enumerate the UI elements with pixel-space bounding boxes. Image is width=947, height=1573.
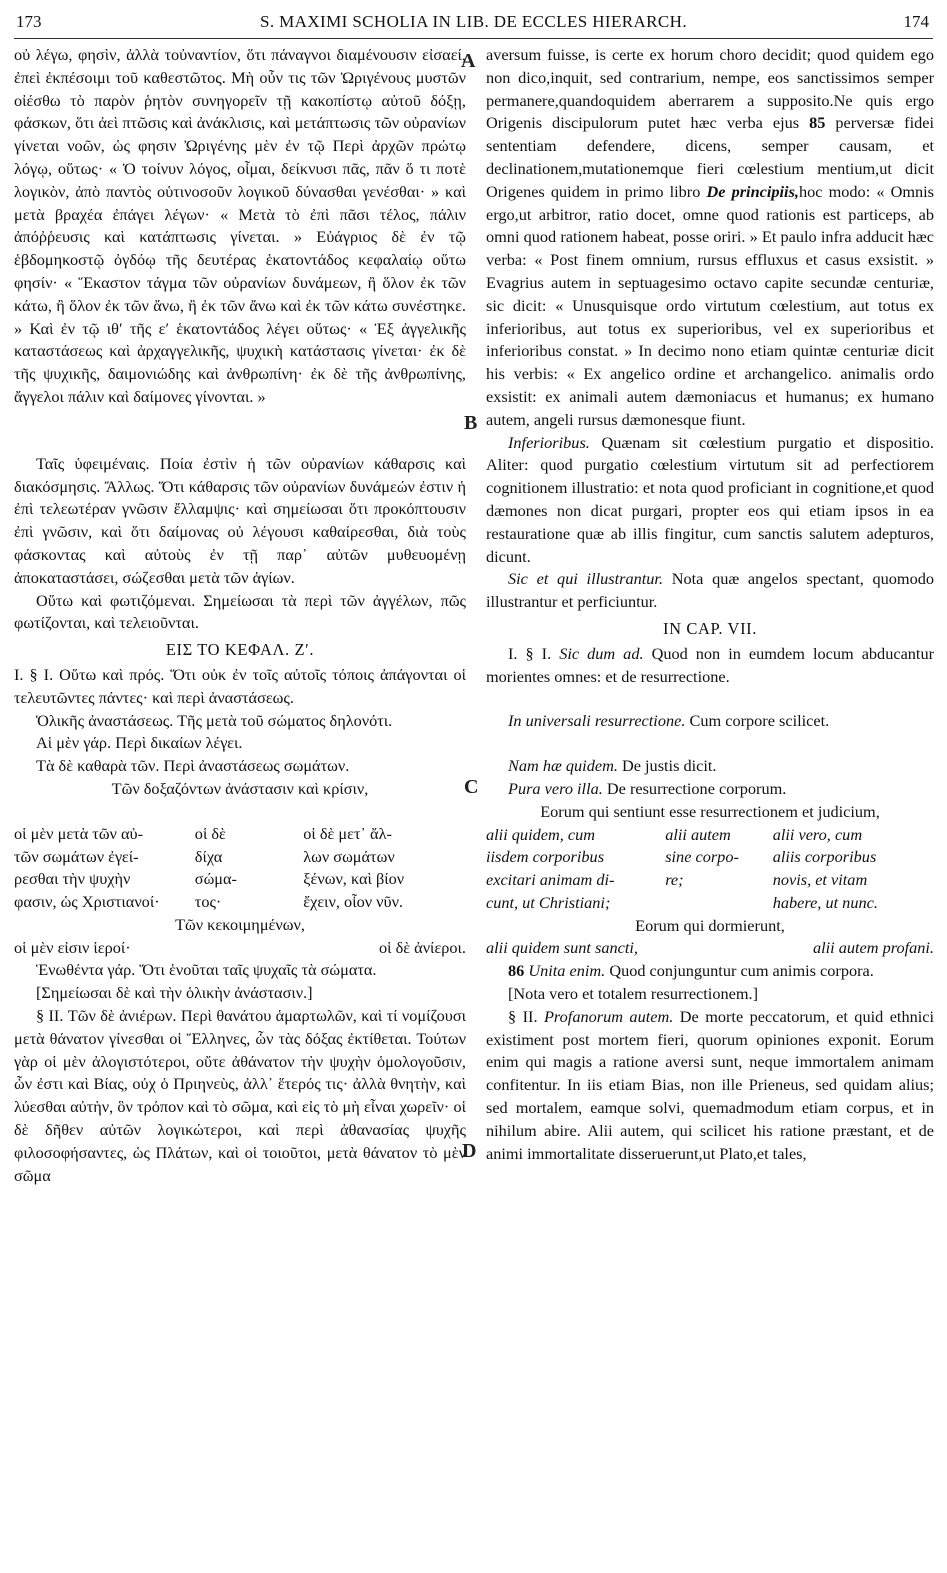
latin-text: De justis dicit. (621, 756, 717, 776)
greek-paragraph: Τὰ δὲ καθαρὰ τῶν. Περὶ ἀναστάσεως σωμάτων. (36, 756, 350, 776)
latin-table-cell: alii vero, cum aliis corporibus novis, et vitam habere, ut nunc. (772, 824, 878, 912)
greek-line-part: οἱ μὲν εἰσιν ἱεροί· (14, 937, 131, 957)
latin-lemma: Pura vero illa. (508, 778, 603, 798)
greek-paragraph: Ταῖς ὑφειμέναις. Ποία ἐστὶν ἡ τῶν οὐρανίων κάθαρσις καὶ διακόσμησις. Ἄλλως. Ὅτι κάθαρσις τῶν οὐρανίων δυνάμεών ἐστιν ἡ ἐπὶ τελεωτέραν γνῶσιν ἔλλαμψις· καὶ σημείωσαι ὅτι προκόπτουσιν ἐπὶ γνῶσιν, καὶ ὅτι δαίμονας οὐ λέγουσι καθαίρεσθαι, διὰ τοὺς φάσκοντας καὶ αὐτοὺς ἐν τῇ παρ᾽ αὐτῶν μυθευομένῃ ἀποκαταστάσει, σώζεσθαι μετὰ τῶν ἁγίων. (14, 453, 466, 587)
page-number-right: 174 (903, 12, 929, 31)
spacer (14, 409, 466, 453)
greek-paragraph: Ἑνωθέντα γάρ. Ὅτι ἑνοῦται ταῖς ψυχαῖς τὰ σώματα. (36, 960, 377, 980)
latin-italic-title: De principiis, (706, 181, 799, 201)
greek-centered-line: Τῶν κεκοιμημένων, (175, 914, 305, 934)
greek-paragraph: Οὕτω καὶ φωτιζόμεναι. Σημείωσαι τὰ περὶ τῶν ἀγγέλων, πῶς φωτίζονται, καὶ τελειοῦνται. (14, 590, 466, 633)
greek-line-part: οἱ δὲ ἀνίεροι. (379, 937, 466, 957)
latin-paragraph (486, 778, 934, 801)
latin-lemma: Unita enim. (528, 961, 606, 981)
greek-table-cell: οἱ μὲν μετὰ τῶν αὐ- τῶν σωμάτων ἐγεί- ρεσθαι τὴν ψυχὴν φασιν, ὡς Χριστιανοί· (14, 823, 160, 912)
latin-lemma: Nam hæ quidem. (508, 756, 618, 776)
greek-paragraph: Αἱ μὲν γάρ. Περὶ δικαίων λέγει. (36, 733, 243, 753)
greek-paragraph: § II. Τῶν δὲ ἀνιέρων. Περὶ θανάτου ἁμαρτωλῶν, καὶ τί νομίζουσι μετὰ θάνατον γίνεσθαι οἱ Ἕλληνες, ὧν τὰς δόξας ἐκτίθεται. Τούτων γὰρ οἱ μὲν ἀλογιστότεροι, οὔτε ἀθάνατον τὴν ψυχὴν ὁμολογοῦσιν, ὧν ἐστι καὶ Βίας, οὐχ ὁ Πριηνεὺς, ἀλλ᾽ ἕτερός τις· ἀλλὰ θνητὴν, καὶ λύεσθαι αὐτὴν, ὃν τρόπον καὶ τὸ σῶμα, καὶ εἰς τὸ μὴ εἶναι χωρεῖν· οἱ δὲ δῆθεν αὐτῶν λογικώτεροι, καὶ περὶ ἀθανασίας ψυχῆς φιλοσοφήσαντες, ὡς Πλάτων, καὶ οἱ τοιοῦτοι, μετὰ θάνατον τὸ μὲν σῶμα (14, 1006, 466, 1185)
margin-letter-b: B (464, 412, 478, 434)
latin-text: De resurrectione corporum. (606, 778, 787, 798)
header-rule (14, 38, 933, 39)
running-header (14, 10, 933, 34)
spacer (486, 688, 934, 710)
latin-section-mark: § II. (508, 1006, 538, 1026)
latin-text: Nota quæ angelos spectant, quomodo illustrantur et perficiuntur. (486, 569, 934, 612)
latin-text: Quod conjunguntur cum animis corpora. (609, 961, 874, 981)
latin-paragraph (486, 755, 934, 778)
greek-two-part-line (14, 937, 466, 960)
latin-lemma: Sic et qui illustrantur. (508, 569, 664, 589)
greek-chapter-heading: ΕΙΣ ΤΟ ΚΕΦΑΛ. Ζ′. (165, 640, 315, 660)
page-number-left: 173 (16, 12, 42, 31)
running-title: S. MAXIMI SCHOLIA IN LIB. DE ECCLES HIERARCH. (260, 12, 687, 31)
latin-lemma: Sic dum ad. (559, 643, 644, 663)
latin-paragraph (486, 960, 934, 983)
greek-paragraph: Ὁλικῆς ἀναστάσεως. Τῆς μετὰ τοῦ σώματος δηλονότι. (36, 710, 393, 730)
margin-letter-d: D (462, 1140, 477, 1162)
greek-paragraph: I. § I. Οὕτω καὶ πρός. Ὅτι οὐκ ἐν τοῖς αὐτοῖς τόποις ἀπάγονται οἱ τελευτῶντες πάντες· καὶ περὶ ἀναστάσεως. (14, 664, 466, 707)
latin-text: Quænam sit cœlestium purgatio et dispositio. Aliter: quod purgatio cœlestium virtutum sit ad perfectiorem cognitionem illustratio: et nota quod proficiant in cognitione,et quod dæmones non dicat purgari, propter eos qui etiam ipsos in ea restauratione quæ ab illis fingitur, cum sanctis salutem adepturos, dicunt. (486, 432, 934, 566)
latin-column (486, 44, 934, 1165)
latin-text: hoc modo: « Omnis ergo,ut arbitror, ratio docet, omne quod rationis est particeps, ab omni quod rationem habeat, posse oriri. » Et paulo infra adducit hæc verba: « Post finem omnium, rursus effluxus et casus exsistit. » Evagrius autem in septuagesimo octavo capite secundæ centuriæ, sic dicit: « Unusquisque ordo virtutum cœlestium, aut totus ex inferioribus, aut totus ex superioribus, vel ex superioribus et inferioribus constat. » In decimo nono etiam quintæ centuriæ dicit his verbis: « Ex angelico ordine et archangelico. animalis ordo exsistit: ex animali autem dæmoniacus et humanus; ex humano autem, angeli rursus dæmonesque fiunt. (486, 181, 934, 429)
latin-paragraph (486, 643, 934, 689)
spacer (486, 733, 934, 755)
greek-table-cell: οἱ δὲ δίχα σώμα- τος· (194, 823, 237, 912)
latin-paragraph (486, 1006, 934, 1166)
latin-line-part: alii quidem sunt sancti, (486, 938, 638, 958)
latin-line-part: alii autem profani. (812, 938, 934, 958)
greek-column (14, 44, 466, 1187)
greek-table-cell: οἱ δὲ μετ᾽ ἄλ- λων σωμάτων ξένων, καὶ βίον ἔχειν, οἷον νῦν. (303, 823, 405, 912)
latin-centered-line: Eorum qui sentiunt esse resurrectionem et judicium, (540, 801, 880, 821)
latin-text: Cum corpore scilicet. (689, 711, 830, 731)
latin-paragraph (486, 432, 934, 569)
margin-letter-a: A (461, 50, 476, 72)
latin-table-cell: alii autem sine corpo- re; (665, 824, 739, 890)
greek-bracketed-note: [Σημείωσαι δὲ καὶ τὴν ὁλικὴν ἀνάστασιν.] (36, 983, 313, 1003)
margin-letter-c: C (464, 776, 479, 798)
greek-centered-line: Τῶν δοξαζόντων ἀνάστασιν καὶ κρίσιν, (111, 778, 369, 798)
latin-paragraph (486, 44, 934, 432)
spacer (14, 801, 466, 823)
latin-text: aversum fuisse, is certe ex horum choro decidit; quod quidem ego non dico,inquit, sed contrarium, nempe, eos sanctissimos semper permanere,quandoquidem aberrarem a supposito.Ne quis ergo Origenis discipulorum putet hæc verba ejus (486, 45, 934, 133)
latin-text: De morte peccatorum, et quid ethnici existiment post mortem fieri, quorum opiniones exponit. Eorum enim qui magis a ratione aversi sunt, neque immortalem animam confitentur. In iis etiam Bias, non ille Prieneus, sed quidam alius; sed mortalem, eamque solvi, quemadmodum etiam corpus, et in nihilum abire. Alii autem, qui scilicet his ratione præstant, et de animi immortalitate disseruerunt,ut Plato,et tales, (486, 1006, 935, 1163)
latin-lemma: Inferioribus. (508, 432, 590, 452)
column-number: 86 (508, 961, 525, 981)
latin-table-cell: alii quidem, cum iisdem corporibus excitari animam di- cunt, ut Christiani; (486, 824, 615, 912)
latin-centered-line: Eorum qui dormierunt, (635, 915, 785, 935)
latin-text: perversæ fidei sententiam defendere, dicens, semper causam, et declinationem,mutationemque fieri cœlestium mentium,ut dicit Origenes quidem in primo libro (486, 113, 934, 201)
column-number: 85 (809, 113, 826, 133)
latin-lemma: Profanorum autem. (543, 1006, 674, 1026)
latin-bracketed-note: [Nota vero et totalem resurrectionem.] (508, 984, 758, 1004)
latin-section-mark: I. § I. (508, 643, 552, 663)
greek-paragraph: οὐ λέγω, φησὶν, ἀλλὰ τοὐναντίον, ὅτι πάναγνοι διαμένουσιν εἰσαεί, ἐπεὶ ἐκπέσοιμι τοῦ καθεστῶτος. Μὴ οὖν τις τῶν Ὠριγένους μυστῶν οἰέσθω τὸ παρὸν ῥητὸν συνηγορεῖν τῇ κακοπίστῳ αὐτοῦ δόξῃ, φάσκων, ὅτι ἀεὶ πτῶσις καὶ ἀνάκλισις, καὶ μετάπτωσις τῶν οὐρανίων γίνεται νοῶν, ὡς φησιν Ὠριγένης μὲν ἐν τῷ Περὶ ἀρχῶν πρώτῳ λόγῳ, οὕτως· « Ὁ τοίνυν λόγος, οἶμαι, δείκνυσι πᾶς, πᾶν ὅ τι ποτὲ λογικὸν, ἀπὸ παντὸς οὑτινοσοῦν λογικοῦ δύνασθαι γενέσθαι· » καὶ μετὰ βραχέα ἐπάγει λέγων· « Μετὰ τὸ ἐπὶ πᾶσι τέλος, πάλιν ἀπόῤῥευσις καὶ κατάπτωσις γίνεται. » Εὐάγριος δὲ ἐν τῷ ἑβδομηκοστῷ ὀγδόῳ τῆς δευτέρας ἑκατοντάδος κεφαλαίῳ οὕτω φησίν· « Ἕκαστον τάγμα τῶν οὐρανίων δυνάμεων, ἢ ὅλον ἐκ τῶν κάτω, ἢ ὅλον ἐκ τῶν ἄνω, ἢ ἐκ τῶν ἄνω καὶ ἐκ τῶν κάτω συνέστηκε. » Καὶ ἐν τῷ ιθ′ τῆς ε′ ἑκατοντάδος λέγει οὕτως· « Ἐξ ἀγγελικῆς καταστάσεως καὶ ἀρχαγγελικῆς, ψυχικὴ κατάστασις γίνεται· ἐκ δὲ τῆς ψυχικῆς, δαιμονιώδης καὶ ἀνθρωπίνη· ἐκ δὲ τῆς ἀνθρωπίνης, ἄγγελοι πάλιν καὶ δαίμονες γίνονται. » (14, 45, 466, 406)
latin-three-column-table (486, 824, 934, 915)
latin-lemma: In universali resurrectione. (508, 711, 686, 731)
latin-two-part-line (486, 937, 934, 960)
greek-three-column-table (14, 823, 466, 914)
latin-chapter-heading: IN CAP. VII. (663, 618, 757, 638)
latin-paragraph (486, 568, 934, 614)
latin-paragraph (486, 710, 934, 733)
latin-text: Quod non in eumdem locum abducantur morientes omnes: et de resurrectione. (486, 643, 935, 686)
